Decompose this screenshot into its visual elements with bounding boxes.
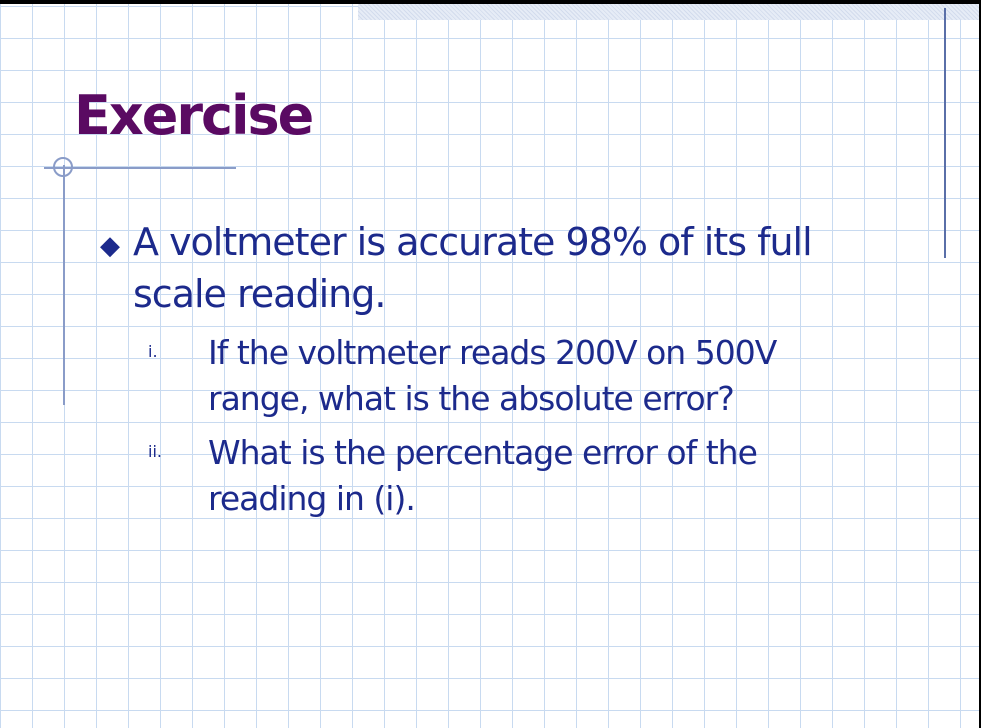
main-bullet — [100, 216, 880, 320]
left-accent-line — [63, 165, 65, 405]
main-bullet-text: A voltmeter is accurate 98% of its full scale reading. — [133, 220, 812, 316]
sub-item-2 — [148, 430, 848, 522]
sub-item-number: i. — [148, 342, 158, 361]
slide-title: Exercise — [74, 84, 313, 147]
sub-item-text: If the voltmeter reads 200V on 500V range, what is the absolute error? — [208, 333, 777, 418]
diamond-bullet-icon: ◆ — [100, 231, 119, 261]
crosshair-circle-icon — [53, 157, 73, 177]
right-accent-line — [944, 8, 946, 258]
sub-item-number: ii. — [148, 442, 162, 461]
sub-item-1 — [148, 330, 848, 422]
top-right-pattern-band — [358, 4, 979, 20]
sub-item-text: What is the percentage error of the reading in (i). — [208, 433, 757, 518]
